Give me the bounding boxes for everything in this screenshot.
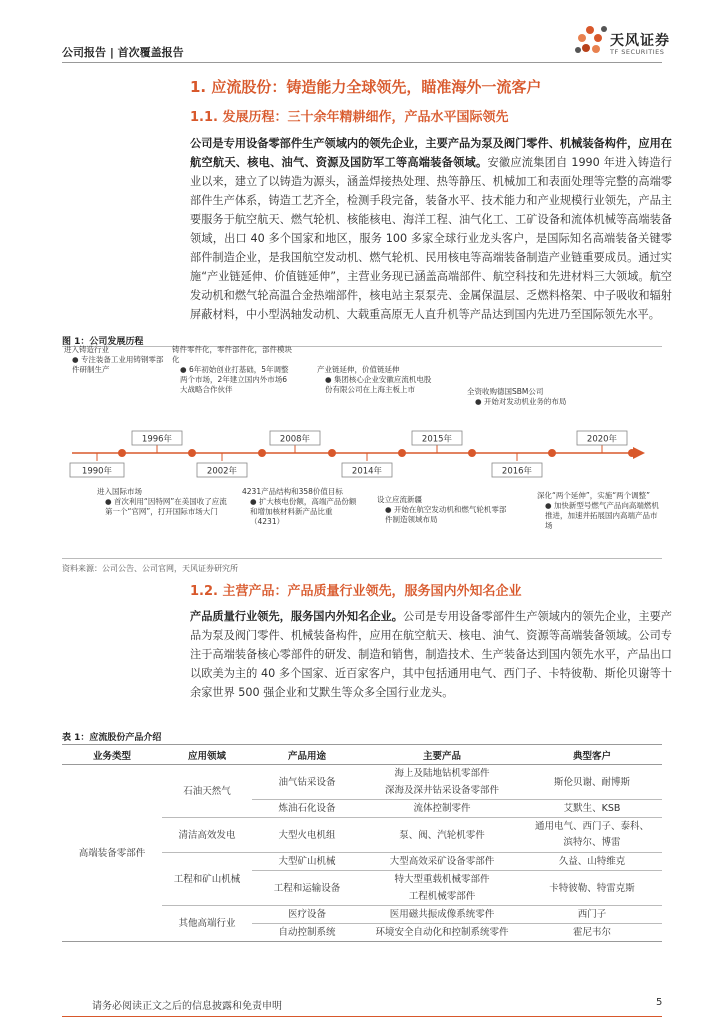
cell-product-r4: 大型高效采矿设备零部件 [362, 853, 522, 871]
year-label-2014: 2014年 [351, 466, 383, 477]
cell-product-r5b: 工程机械零部件 [362, 888, 522, 906]
cell-product-r1b: 深海及深井钻采设备零部件 [362, 782, 522, 800]
year-label-2016: 2016年 [501, 466, 533, 477]
year-box-2002 [197, 463, 247, 477]
year-box-2008 [270, 431, 320, 445]
milestone-dot-4 [328, 449, 336, 457]
section-1-2-body: 公司是专用设备零部件生产领域内的领先企业，主要产品为泵及阀门零件、机械装备构件，应用在航空航天、核电、油气、资源等高端装备领域。公司专注于高端装备核心零部件的研发、制造和销售，制造技术、生产装备达到国内领先水平，产品出口以欧美为主的 40 多个国家、近百家客户，其中包括通用电气、西门子、卡特彼勒、斯伦贝谢等十余家世界 500 强企业和艾默生等众多全国行业龙头。 [190, 610, 672, 699]
cell-client-r5: 卡特彼勒、特雷克斯 [522, 871, 662, 906]
bottom-note-2020-title: 深化“两个延伸”，实施“两个调整” [537, 491, 651, 500]
cell-product-r6: 医用磁共振成像系统零件 [362, 906, 522, 924]
table-row [62, 765, 662, 783]
bottom-note-2008-bullet: ● 扩大核电份额，高端产品份额和增加核材料新产品比重（4231） [250, 497, 357, 526]
year-box-2020 [577, 431, 627, 445]
table-header-row [62, 745, 662, 765]
cell-client-r4: 久益、山特维克 [522, 853, 662, 871]
bottom-note-1996 [97, 487, 227, 557]
cell-client-r6: 西门子 [522, 906, 662, 924]
cell-use-r3: 大型火电机组 [252, 818, 362, 853]
milestone-dot-8 [628, 449, 636, 457]
cell-use-r5: 工程和运输设备 [252, 871, 362, 906]
cell-use-r6: 医疗设备 [252, 906, 362, 924]
top-note-2002-title: 铸件零件化，零件部件化，部件模块化 [172, 345, 292, 364]
report-type-label: 公司报告 | 首次覆盖报告 [62, 46, 184, 59]
cell-client-r1: 斯伦贝谢、耐博斯 [522, 765, 662, 800]
milestone-dot-3 [258, 449, 266, 457]
header-business: 业务类型 [62, 745, 162, 765]
top-note-2014 [317, 365, 437, 429]
figure-1-title: 图 1：公司发展历程 [62, 337, 144, 347]
logo-subtitle: TF SECURITIES [610, 48, 665, 56]
cell-product-r2: 流体控制零件 [362, 800, 522, 818]
section-1-2-title: 1.2. 主营产品：产品质量行业领先，服务国内外知名企业 [190, 584, 522, 599]
bottom-note-2015-bullet: ● 开始在航空发动机和燃气轮机零部件制造领域布局 [385, 505, 507, 524]
section-1-1-lead: 公司是专用设备零部件生产领域内的领先企业，主要产品为泵及阀门零件、机械装备构件，应用在航空航天、核电、油气、资源及国防军工等高端装备领域。 [190, 137, 672, 169]
top-note-2014-title: 产业链延伸，价值链延伸 [317, 365, 400, 374]
top-note-2014-bullet: ● 集团核心企业安徽应流机电股份有限公司在上海主板上市 [325, 375, 432, 394]
bottom-note-2020-bullet: ● 加快新型号燃气产品向高端燃机推进，加速并拓展国内高端产品市场 [545, 501, 659, 530]
year-label-2020: 2020年 [586, 434, 618, 445]
top-note-2002 [172, 345, 292, 429]
year-label-2015: 2015年 [421, 434, 453, 445]
header-use: 产品用途 [252, 745, 362, 765]
development-timeline [62, 345, 662, 557]
year-box-1990 [70, 463, 124, 477]
section-1-2-lead: 产品质量行业领先，服务国内外知名企业。 [190, 610, 403, 623]
cell-use-r4: 大型矿山机械 [252, 853, 362, 871]
cell-business: 高端装备零部件 [62, 765, 162, 942]
figure-source: 资料来源：公司公告、公司官网，天风证券研究所 [62, 564, 238, 573]
section-1-1-title: 1.1. 发展历程：三十余年精耕细作，产品水平国际领先 [190, 110, 509, 125]
header-field: 应用领域 [162, 745, 252, 765]
bottom-note-2020 [537, 491, 662, 557]
bottom-note-2008 [242, 487, 362, 557]
top-note-1990 [64, 345, 164, 429]
top-note-1990-title: 进入铸造行业 [64, 345, 109, 354]
footer-divider [62, 1016, 662, 1017]
header-products: 主要产品 [362, 745, 522, 765]
figure-bottom-rule [62, 558, 662, 559]
table-1-title: 表 1：应流股份产品介绍 [62, 733, 162, 743]
header-clients: 典型客户 [522, 745, 662, 765]
cell-client-r7: 霍尼韦尔 [522, 924, 662, 942]
milestone-dot-7 [548, 449, 556, 457]
cell-client-r3 [522, 818, 662, 853]
page-number: 5 [656, 997, 663, 1008]
year-label-2002: 2002年 [206, 466, 238, 477]
cell-product-r7: 环境安全自动化和控制系统零件 [362, 924, 522, 942]
cell-field-power: 清洁高效发电 [162, 818, 252, 853]
milestone-dot-6 [468, 449, 476, 457]
milestone-dot-5 [398, 449, 406, 457]
bottom-note-1996-title: 进入国际市场 [97, 487, 142, 496]
cell-use-r1: 油气钻采设备 [252, 765, 362, 800]
year-box-2015 [412, 431, 462, 445]
section-1-1-paragraph [190, 134, 672, 324]
footer-disclaimer: 请务必阅读正文之后的信息披露和免责申明 [92, 1001, 282, 1012]
year-label-1990: 1990年 [81, 466, 113, 477]
milestone-dot-2 [188, 449, 196, 457]
section-1-1-body: 安徽应流集团自 1990 年进入铸造行业以来，建立了以铸造为源头，涵盖焊接热处理、热等静压、机械加工和表面处理等完整的高端零部件生产体系，铸造工艺齐全，检测手段完备，装备水平、技术能力和产业规模行业领先，产品主要服务于航空航天、燃气轮机、核能核电、海洋工程、油气化工、工矿设备和流体机械等高端装备领域，出口 40 多个国家和地区，服务 100 多家全球行业龙头客户，是国际知名高端装备关键零部件制造企业，是我国航空发动机、燃气轮机、民用核电等高端装备制造产业链重要成员。通过实施“产业链延伸、价值链延伸”，主营业务现已涵盖高端部件、航空科技和先进材料三大领域。航空发动机和燃气轮高温合金热端部件，核电站主泵泵壳、金属保温层、乏燃料格架、中子吸收和辐射屏蔽材料，中小型涡轴发动机、大载重高原无人直升机等产品达到国内先进乃至国际领先水平。 [190, 156, 672, 321]
cell-field-mining: 工程和矿山机械 [162, 853, 252, 906]
year-box-2016 [492, 463, 542, 477]
top-note-2002-bullet: ● 6年初始创业打基础，5年调整两个市场，2年建立国内外市场6大战略合作伙伴 [180, 365, 289, 394]
bottom-note-2015-title: 设立应流新疆 [377, 495, 422, 504]
product-table [62, 744, 662, 942]
header-divider [62, 62, 662, 63]
cell-client-r3-line2: 滨特尔、博雷 [563, 837, 621, 848]
section-1-2-paragraph [190, 607, 672, 702]
cell-product-r3: 泵、阀、汽轮机零件 [362, 818, 522, 853]
cell-field-oil-gas: 石油天然气 [162, 765, 252, 818]
cell-field-other: 其他高端行业 [162, 906, 252, 942]
cell-product-r1a: 海上及陆地钻机零部件 [394, 768, 490, 779]
year-box-1996 [132, 431, 182, 445]
cell-client-r2: 艾默生、KSB [522, 800, 662, 818]
top-note-2016-title: 全资收购德国SBM公司 [467, 387, 544, 396]
cell-product-r5a: 特大型重载机械零部件 [394, 874, 490, 885]
logo-name: 天风证券 [610, 33, 670, 49]
year-label-1996: 1996年 [141, 434, 173, 445]
cell-client-r3-line1: 通用电气、西门子、泰科、 [534, 821, 649, 832]
top-note-2016-bullet: ● 开始对发动机业务的布局 [475, 397, 567, 406]
bottom-note-2008-title: 4231产品结构和358价值目标 [242, 487, 343, 496]
cell-use-r7: 自动控制系统 [252, 924, 362, 942]
bottom-note-2015 [377, 495, 507, 555]
cell-use-r2: 炼油石化设备 [252, 800, 362, 818]
milestone-dot-1 [118, 449, 126, 457]
top-note-1990-bullet: ● 专注装备工业用铸钢零部件研制生产 [72, 355, 164, 374]
bottom-note-1996-bullet: ● 首次利用“因特网”在美国收了应流第一个“官网”，打开国际市场大门 [105, 497, 227, 516]
section-1-title: 1. 应流股份：铸造能力全球领先，瞄准海外一流客户 [190, 78, 542, 96]
year-label-2008: 2008年 [279, 434, 311, 445]
top-note-2016 [467, 387, 597, 427]
year-box-2014 [342, 463, 392, 477]
